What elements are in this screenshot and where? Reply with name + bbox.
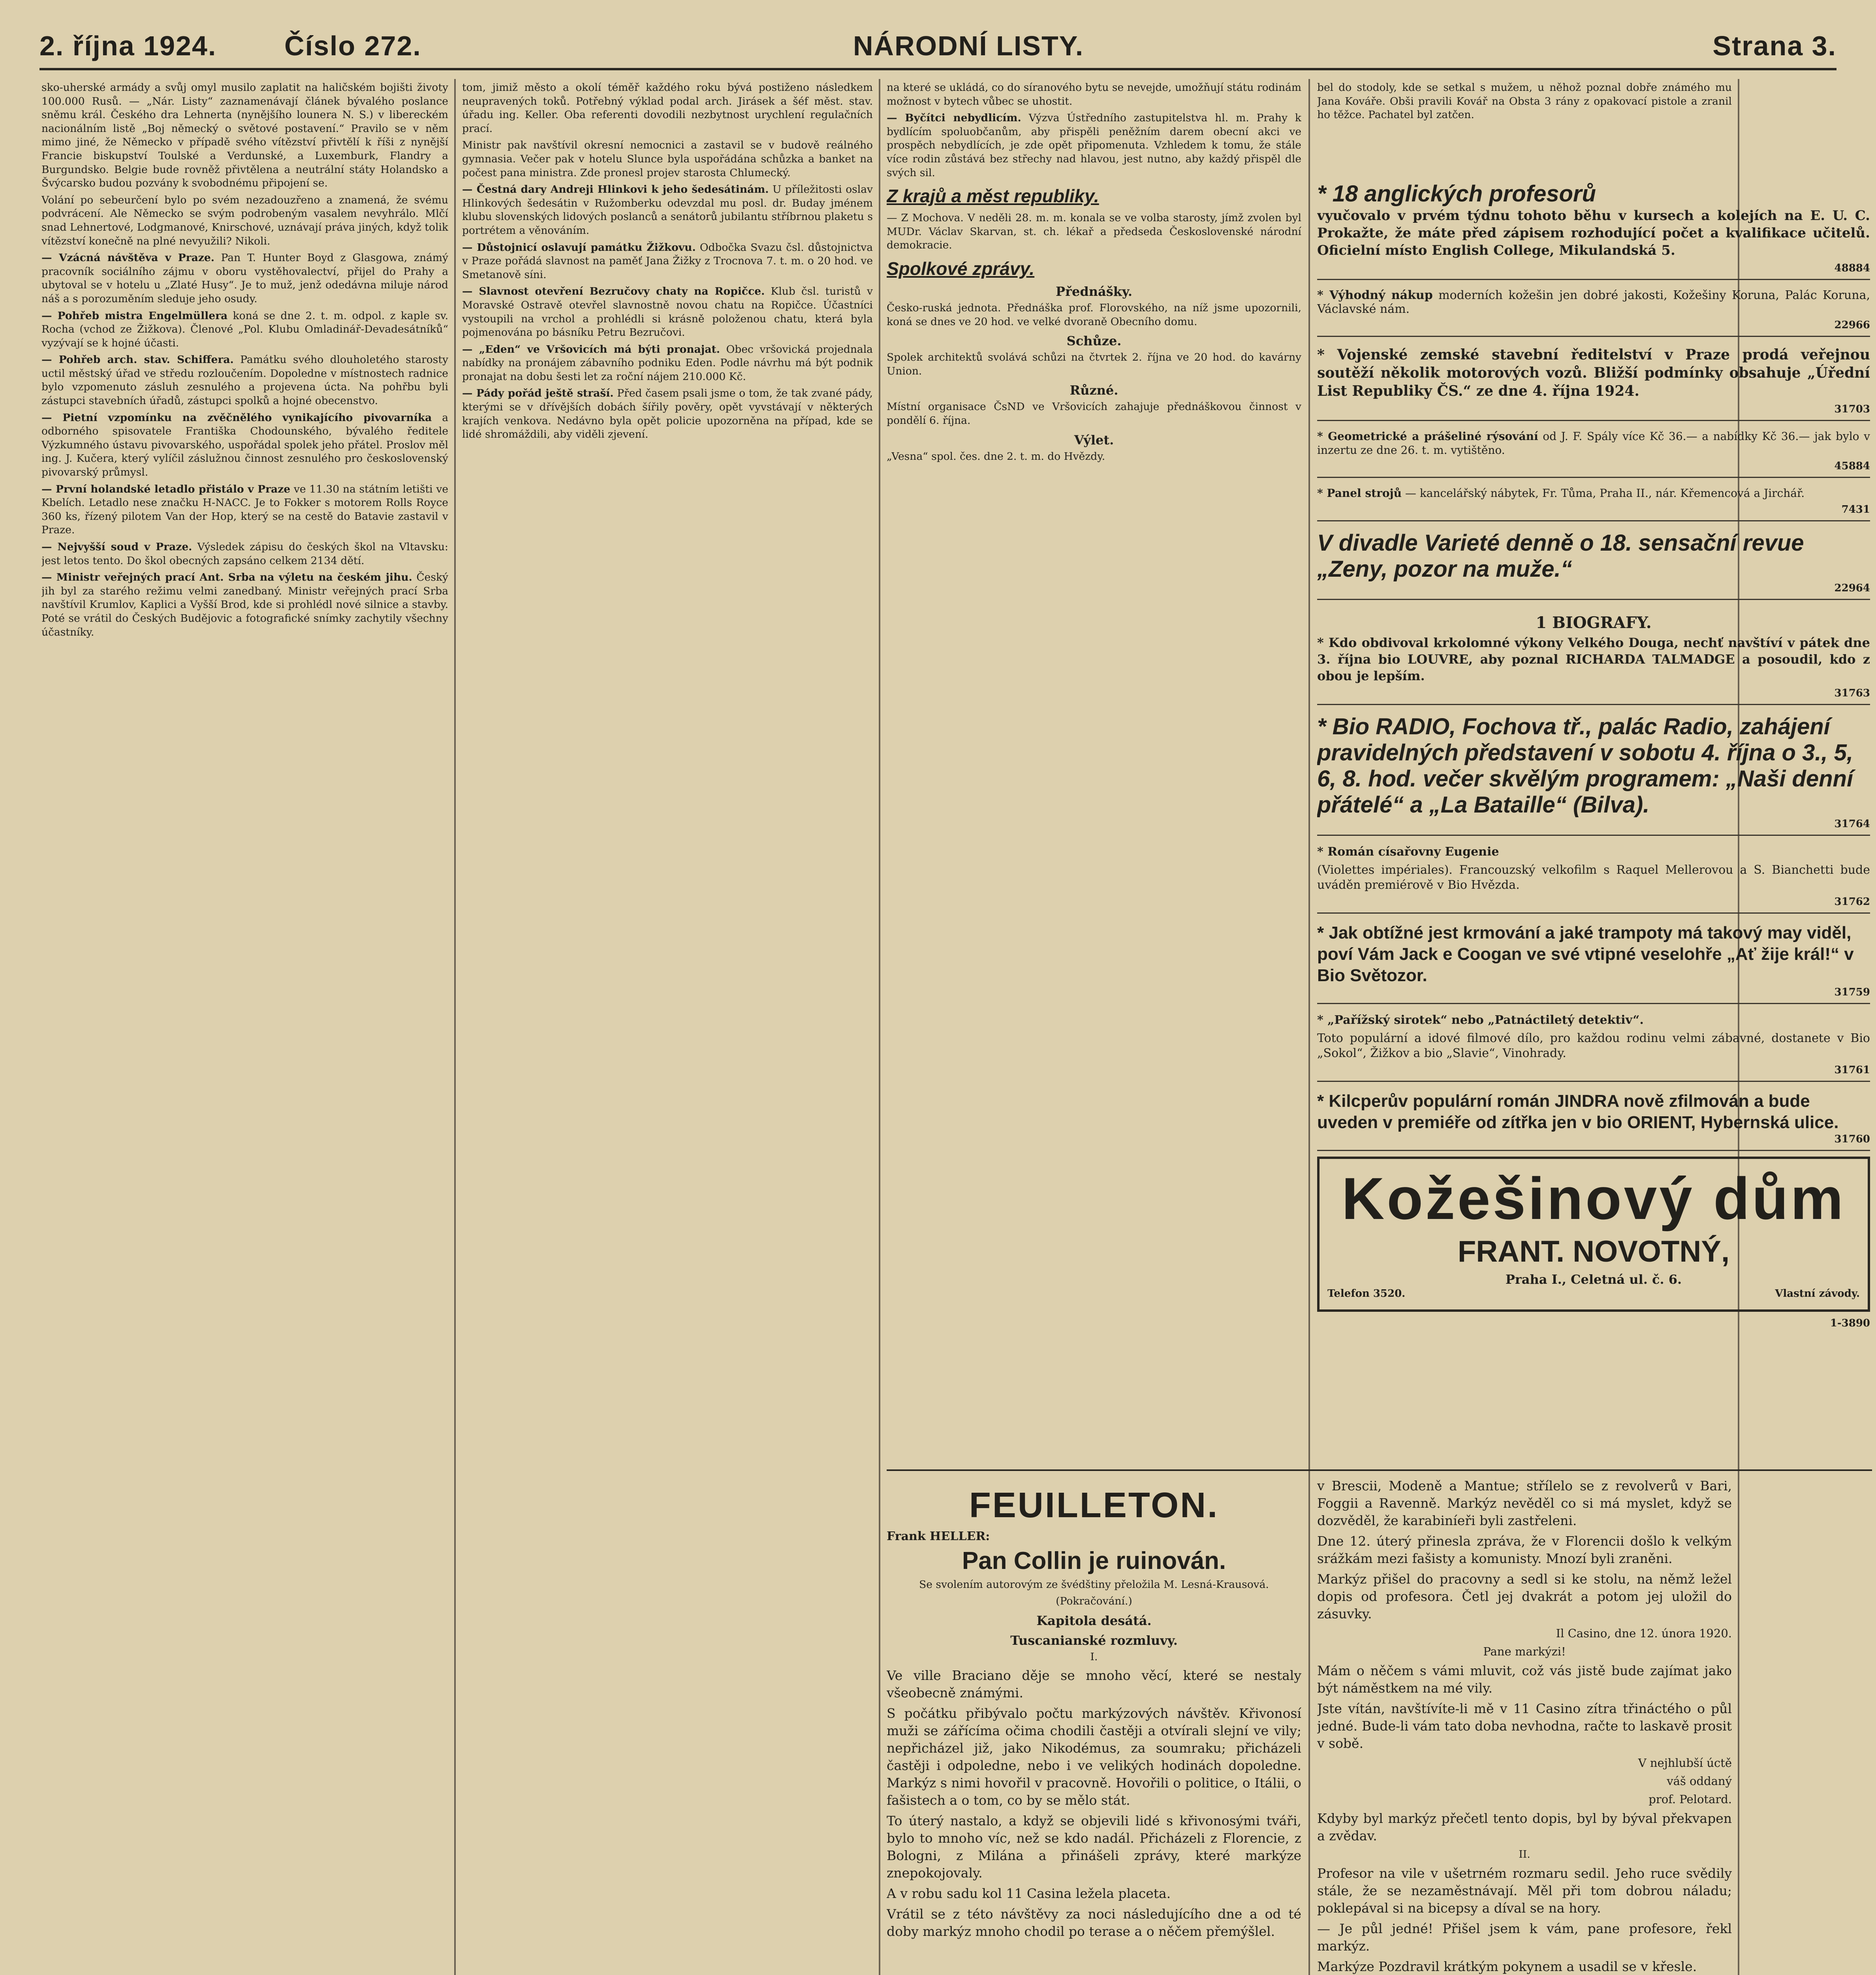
story-text: Dne 12. úterý přinesla zpráva, že v Florencii došlo k velkým srážkám mezi fašisty a komunisty. Mnozí byli zraněni. <box>1317 1533 1732 1566</box>
ad-title: 1 BIOGRAFY. <box>1536 613 1652 632</box>
article-text: Před časem psali jsme o tom, že tak zvané pády, kterými se v dřívějších dobách šířily pověry, opět vyvstávají v některých krajích venkova. Nedávno byla opět policie upozorněna na případ, kde se lidé shromáždili, aby viděli zjevení. <box>462 387 873 441</box>
fur-ad-phone: Telefon 3520. <box>1327 1287 1406 1300</box>
story-text: v Brescii, Modeně a Mantue; střílelo se z revolverů v Bari, Foggii a Ravenně. Markýz nevěděl co si má myslet, když se dozvěděl, že karabiníeři byli zastřeleni. <box>1317 1478 1732 1528</box>
article-headline: — Ministr veřejných prací Ant. Srba na výletu na českém jihu. <box>41 571 412 584</box>
ad-title: * Panel strojů <box>1317 487 1402 500</box>
ad-number: 48884 <box>1834 262 1870 274</box>
article-headline: — Pády pořád ještě straší. <box>462 387 614 400</box>
article-text: sko-uherské armády a svůj omyl musilo zaplatit na haličském bojišti životy 100.000 Rusů. — „Nár. Listy“ zaznamenávají článek bývalého poslance sněmu král. Českého dra Lehnerta (nynějšího lounera N. S.) v libereckém nacionálním listě „Boj německý o světové postavení.“ Pravilo se v něm mimo jiné, že Německo v případě svého vítězství přivtělí k říši z nynější Francie biskupství Toulské a Verdunské, a Luxemburk, Flandry a Burgundsko. Belgie bude rovněž přivtělena a neutrální státy Holandsko a Švýcarsko budou pozvány k svobodnému připojení se. <box>41 81 448 190</box>
article-text: Klub čsl. turistů v Moravské Ostravě otevřel slavnostně novou chatu na Ropičce. Účastníci vystoupili na vrchol a prohlédli si krásně položenou chatu, která byla pojmenována po básníku Petru Bezručovi. <box>462 285 873 339</box>
article-text: U příležitosti oslav Hlinkových šedesátin v Ružomberku odevzdal mu posl. dr. Buday jménem klubu slovenských lidových poslanců a senátorů jubilantu stříbrnou plaketu s portrétem a věnováním. <box>462 183 873 237</box>
article-text: Výsledek zápisu do českých škol na Vltavsku: jest letos tento. Do škol obecných zapsáno celkem 2134 dětí. <box>41 541 448 567</box>
column-3 <box>887 81 1301 1460</box>
article-headline: — Pietní vzpomínku na zvěčnělého vynikajícího pivovarníka <box>41 411 432 424</box>
ad-bio-radio <box>1317 711 1870 836</box>
letter-signature: prof. Pelotard. <box>1649 1793 1732 1806</box>
ad-variete <box>1317 527 1870 600</box>
ad-body: — kancelářský nábytek, Fr. Tůma, Praha II., nár. Křemencová a Jirchář. <box>1405 487 1805 500</box>
article-headline: — Důstojnicí oslavují památku Žižkovu. <box>462 241 696 254</box>
article-text: bel do stodoly, kde se setkal s mužem, u něhož poznal dobře známého mu Jana Kováře. Obši pravili Kovář na Obsta 3 rány z opakovací pistole a zranil ho těžce. Pachatel byl zatčen. <box>1317 81 1732 121</box>
article-text: Česko-ruská jednota. Přednáška prof. Florovského, na níž jsme upozornili, koná se dnes ve 20 hod. ve velké dvoraně Obecního domu. <box>887 301 1301 328</box>
article-text: Památku svého dlouholetého starosty uctil městský úřad ve středu rozloučením. Dopoledne v místnostech radnice bylo vzpomenuto zásluh zesnulého a projevena úcta. Na pohřbu byli zástupci stavebních úřadů, zástupci spolků a hojné obecenstvo. <box>41 354 448 407</box>
article-text: — Z Mochova. V neděli 28. m. m. konala se ve volba starosty, jímž zvolen byl MUDr. Václav Skarvan, st. ch. lékař a předseda Československé národní demokracie. <box>887 212 1301 252</box>
ad-number: 22966 <box>1834 319 1870 331</box>
ad-title: * Výhodný nákup <box>1317 288 1433 302</box>
article-text: Volání po sebeurčení bylo po svém nezadouzřeno a znamená, že svému podvrácení. Ale Německo se svým podrobeným vasalem nevyhrálo. Mlčí snad Lehnertové, Lodgmanové, Knirschové, uznávají práva jiných, když tolik vítězství konečně na plné nevyužili? Nikoli. <box>41 194 448 247</box>
article-headline: — Pohřeb mistra Engelmüllera <box>41 309 228 322</box>
subsection-heading: Různé. <box>1070 383 1118 398</box>
chapter-number: Kapitola desátá. <box>1036 1613 1152 1628</box>
ad-body: prodá veřejnou soutěží několik motorových vozů. Bližší podmínky obsahuje „Úřední List Republiky ČS.“ ze dne 4. října 1924. <box>1317 346 1870 400</box>
film-ad <box>1317 1010 1870 1082</box>
story-text: Ve ville Braciano děje se mnoho věcí, které se nestaly všeobecně známými. <box>887 1668 1301 1701</box>
ad-number: 45884 <box>1834 460 1870 472</box>
ad-title: * 18 anglických profesorů <box>1317 181 1596 207</box>
ad-title: * Vojenské zemské stavební ředitelství v Praze <box>1317 346 1730 363</box>
ad-number: 7431 <box>1841 503 1870 515</box>
fur-ad-address: Praha I., Celetná ul. č. 6. <box>1505 1272 1682 1287</box>
column-2 <box>462 81 873 1975</box>
ad-number: 1-3890 <box>1830 1317 1870 1329</box>
article-headline: — První holandské letadlo přistálo v Praze <box>41 483 291 495</box>
ad-title: * Román císařovny Eugenie <box>1317 845 1499 859</box>
feuilleton-title: FEUILLETON. <box>969 1486 1219 1525</box>
article-text: Český jih byl za starého režimu velmi zanedbaný. Ministr veřejných prací Srba navštívil Krumlov, Kaplici a Vyšší Brod, kde si prohlédl nové silnice a stavby. Poté se vrátil do Českých Budějovic a fotografické snímky zachytily všechny účastníky. <box>41 571 448 638</box>
letter-closing: váš oddaný <box>1667 1774 1732 1788</box>
ad-number: 31762 <box>1834 895 1870 908</box>
ad-number: 31760 <box>1834 1133 1870 1145</box>
article-headline: — Slavnost otevření Bezručovy chaty na Ropičce. <box>462 285 765 298</box>
column-rule <box>454 79 456 1975</box>
story-text: To úterý nastalo, a když se objevili lidé s křivonosými tváři, bylo to mnoho víc, než se kdo nadál. Přicházeli z Florencie, z Bologni, z Milána a přinášeli zprávy, které markýze znepokojovaly. <box>887 1813 1301 1881</box>
fur-ad-owner: FRANT. NOVOTNÝ, <box>1457 1234 1730 1268</box>
ad-body: (Violettes impériales). Francouzský velkofilm s Raquel Mellerovou a S. Bianchetti bude uváděn premiérově v Bio Hvězda. <box>1317 863 1870 892</box>
article-text: Pan T. Hunter Boyd z Glasgowa, známý pracovník sociálního zájmu v oboru vystěhovalectví, přijel do Prahy a ubytoval se v hotelu u „Zlaté Husy“. Je to muž, jenž odedávna miluje národ náš a s porozuměním sleduje jeho osudy. <box>41 252 448 305</box>
section-heading: Z krajů a měst republiky. <box>887 186 1099 207</box>
ad-military-tender <box>1317 342 1870 421</box>
article-text: a odborného spisovatele Františka Chodounského, bývalého ředitele Výzkumného ústavu pivovarského, uspořádal spolek jeho přátel. Proslov měl ing. J. Kučera, který vylíčil záslužnou činnost zesnulého pro československý pivovarský průmysl. <box>41 411 448 479</box>
ad-english-college <box>1317 178 1870 280</box>
subsection-heading: Přednášky. <box>1056 284 1132 299</box>
story-text: Vrátil se z této návštěvy za noci následujícího dne a od té doby markýz mnoho chodil po terase a o něčem přemýšlel. <box>887 1906 1301 1939</box>
ad-number: 31703 <box>1834 403 1870 416</box>
article-text: „Vesna“ spol. čes. dne 2. t. m. do Hvězdy. <box>887 450 1105 463</box>
ad-body: od J. F. Spály více Kč 36.— a nabídky Kč 36.— jak bylo v inzertu ze dne 26. t. m. vytištěno. <box>1317 430 1870 457</box>
ad-furniture <box>1317 483 1870 521</box>
film-ad <box>1317 841 1870 914</box>
section-heading: Spolkové zprávy. <box>887 258 1035 279</box>
ad-number: 31764 <box>1834 818 1870 830</box>
article-headline: — „Eden“ ve Vršovicích má býti pronajat. <box>462 343 720 356</box>
story-text: Profesor na vile v ušetrném rozmaru sedil. Jeho ruce svědily stále, že se nezaměstnávají. Měl při tom dobrou náladu; poklepával si na bicepsy a díval se na hory. <box>1317 1865 1732 1916</box>
article-text: Obec vršovická projednala nabídky na pronájem zábavního podniku Eden. Podle návrhu má být podnik pronajat na dobu šesti let za roční nájem 210.000 Kč. <box>462 343 873 383</box>
fur-ad-title: Kožešinový dům <box>1342 1165 1846 1232</box>
ad-title: * Jak obtížné jest krmování a jaké trampoty má takový may viděl, poví Vám Jack e Coogan ve své vtipné veselohře „Ať žije král!“ v Bio Světozor. <box>1317 923 1854 985</box>
story-text: Markýz přišel do pracovny a sedl si ke stolu, na němž ležel dopis od profesora. Četl jej dvakrát a potom jej uložil do zásuvky. <box>1317 1571 1732 1621</box>
article-text: Místní organisace ČsND ve Vršovicích zahajuje přednáškovou činnost v pondělí 6. října. <box>887 401 1301 427</box>
film-ad <box>1317 919 1870 1004</box>
column-1 <box>41 81 448 1975</box>
subsection-heading: Schůze. <box>1066 333 1122 349</box>
subsection-heading: Výlet. <box>1074 432 1114 448</box>
ad-fur-koruna <box>1317 286 1870 337</box>
letter-date: Il Casino, dne 12. února 1920. <box>1556 1627 1732 1640</box>
section-number: I. <box>1090 1650 1098 1663</box>
story-text: S počátku přibývalo počtu markýzových návštěv. Křivonosí muži se zářícíma očima chodili častěji a otvírali slejní ve vily; nepřicházel již, jako Nikodémus, za soumraku; přicházeli častěji i odpoledne, nebo i ve velikých hodinách dopoledne. Markýz s nimi hovořil v pracovně. Hovořili o politice, o Itálii, o fašistech a o tom, co by se mělo stát. <box>887 1706 1301 1808</box>
article-headline: — Vzácná návštěva v Praze. <box>41 252 214 264</box>
feuilleton-column-1 <box>887 1477 1301 1975</box>
column-4-news <box>1317 81 1732 176</box>
ad-drafting <box>1317 427 1870 478</box>
ad-body: Toto populární a idové filmové dílo, pro každou rodinu velmi zábavné, dostanete v Bio „Sokol“, Žižkov a bio „Slavie“, Vinohrady. <box>1317 1031 1870 1060</box>
column-rule <box>1308 79 1310 1975</box>
column-rule <box>879 79 880 1975</box>
page-number: Strana 3. <box>1712 30 1837 61</box>
section-number: II. <box>1519 1848 1530 1860</box>
article-text: ve 11.30 na státním letišti ve Kbelích. Letadlo nese značku H-NACC. Je to Fokker s motorem Rolls Royce 360 ks, řízený pilotem Van der Hop, který se na cestě do Batavie zastavil v Praze. <box>41 483 448 536</box>
article-text: Ministr pak navštívil okresní nemocnici a zastavil se v budově reálného gymnasia. Večer pak v hotelu Slunce byla uspořádána schůzka a banket na počest pana ministra. Zde pronesl projev starosta Chlumecký. <box>462 139 873 179</box>
issue-number: Číslo 272. <box>284 30 421 61</box>
fur-ad-note: Vlastní závody. <box>1775 1287 1860 1300</box>
translator-note: Se svolením autorovým ze švédštiny přeložila M. Lesná-Krausová. <box>919 1578 1269 1591</box>
article-text: Odbočka Svazu čsl. důstojnictva v Praze pořádá slavnost na paměť Jana Žižky z Trocnova 7. t. m. o 20 hod. ve Smetanově síni. <box>462 241 873 281</box>
ad-title: * Geometrické a prášeliné rýsování <box>1317 430 1538 443</box>
story-text: Kdyby byl markýz přečetl tento dopis, byl by býval překvapen a zvědav. <box>1317 1811 1732 1843</box>
novel-title: Pan Collin je ruinován. <box>962 1547 1226 1574</box>
continued-note: (Pokračování.) <box>1056 1595 1132 1608</box>
ad-title: V divadle Varieté denně o 18. sensační revue „Zeny, pozor na muže.“ <box>1317 530 1804 582</box>
ad-title: * Kilcperův populární román JINDRA nově zfilmován a bude uveden v premiéře od zítřka jen v bio ORIENT, Hybernská ulice. <box>1317 1091 1839 1132</box>
story-text: A v robu sadu kol 11 Casina ležela placeta. <box>887 1886 1171 1902</box>
article-headline: — Byčítci nebydlicím. <box>887 112 1021 124</box>
article-text: koná se dne 2. t. m. odpol. z kaple sv. Rocha (vchod ze Žižkova). Členové „Pol. Klubu Omladinář-Devadesátníků“ vyzývají se k hojné účasti. <box>41 309 448 349</box>
feuilleton-rule <box>887 1469 1872 1471</box>
ad-number: 31763 <box>1834 687 1870 699</box>
page-header <box>39 24 1837 70</box>
ads-spacer <box>1317 1134 1868 1142</box>
ad-title: * „Pařížský sirotek“ nebo „Patnáctiletý detektiv“. <box>1317 1013 1644 1027</box>
ad-number: 31761 <box>1834 1064 1870 1076</box>
ad-title: * Bio RADIO, Fochova tř., palác Radio, zahájení pravidelných představení v sobotu 4. října o 3., 5, 6, 8. hod. večer skvělým programem: „Naši denní přátelé“ a „La Bataille“ (Bilva). <box>1317 713 1853 818</box>
feuilleton-author: Frank HELLER: <box>887 1529 990 1543</box>
issue-date: 2. října 1924. <box>39 30 217 61</box>
classified-ads-lower <box>1317 1224 1870 1473</box>
story-text: — Je půl jedné! Přišel jsem k vám, pane profesore, řekl markýz. <box>1317 1920 1732 1954</box>
letter-salutation: Pane markýzi! <box>1483 1645 1566 1658</box>
ad-biograph-louvre <box>1317 606 1870 705</box>
ad-body: * Kdo obdivoval krkolomné výkony Velkého Douga, nechť navštíví v pátek dne 3. října bio LOUVRE, aby poznal RICHARDA TALMADGE a posoudil, kdo z obou je lepším. <box>1317 635 1870 683</box>
article-text: na které se ukládá, co do síranového bytu se nevejde, umožňují státu rodinám možnost v bytech vůbec se uhostit. <box>887 81 1301 107</box>
article-headline: — Nejvyšší soud v Praze. <box>41 541 192 553</box>
article-text: tom, jimiž město a okolí téměř každého roku bývá postiženo následkem neupravených toků. Potřebný výklad podal arch. Jirásek a šéf měst. stav. úřadu ing. Keller. Oba referenti dovodili nezbytnost urychlení regulačních prací. <box>462 81 873 135</box>
chapter-title: Tuscanianské rozmluvy. <box>1010 1633 1178 1648</box>
article-headline: — Pohřeb arch. stav. Schiffera. <box>41 354 234 366</box>
letter-text: Mám o něčem s vámi mluvit, což vás jistě bude zajímat jako být náměstkem na mé vily. <box>1317 1663 1732 1696</box>
article-text: Spolek architektů svolává schůzi na čtvrtek 2. října ve 20 hod. do kavárny Union. <box>887 351 1301 377</box>
feuilleton-column-2 <box>1317 1477 1732 1975</box>
letter-text: Jste vítán, navštívíte-li mě v 11 Casino zítra třináctého o půl jedné. Bude-li vám tato doba nevhodna, račte to laskavě prosit v sobě. <box>1317 1701 1732 1751</box>
article-text: Výzva Ústředního zastupitelstva hl. m. Prahy k bydlícím spoluobčanům, aby přispěli peněžním darem obecní akci ve prospěch nebydlících, je zde opět připomenuta. Vzhledem k tomu, že stále více rodin zůstává bez střechy nad hlavou, jest nutno, aby každý přispěl dle svých sil. <box>887 112 1301 179</box>
ad-number: 31759 <box>1834 986 1870 998</box>
ad-body: moderních kožešin jen dobré jakosti, Kožešiny Koruna, Palác Koruna, Václavské nám. <box>1317 288 1870 316</box>
article-headline: — Čestná dary Andreji Hlinkovi k jeho šedesátinám. <box>462 183 769 196</box>
ad-body: vyučovalo v prvém týdnu tohoto běhu v kursech a kolejích na E. U. C. Prokažte, že máte před zápisem rozhodující počet a kvalifikace učitelů. Oficielní místo English College, Mikulandská 5. <box>1317 208 1870 258</box>
ad-number: 22964 <box>1834 582 1870 594</box>
masthead: NÁRODNÍ LISTY. <box>853 30 1084 61</box>
story-text: Markýze Pozdravil krátkým pokynem a usadil se v křesle. <box>1317 1958 1697 1974</box>
letter-closing: V nejhlubší úctě <box>1638 1756 1732 1770</box>
